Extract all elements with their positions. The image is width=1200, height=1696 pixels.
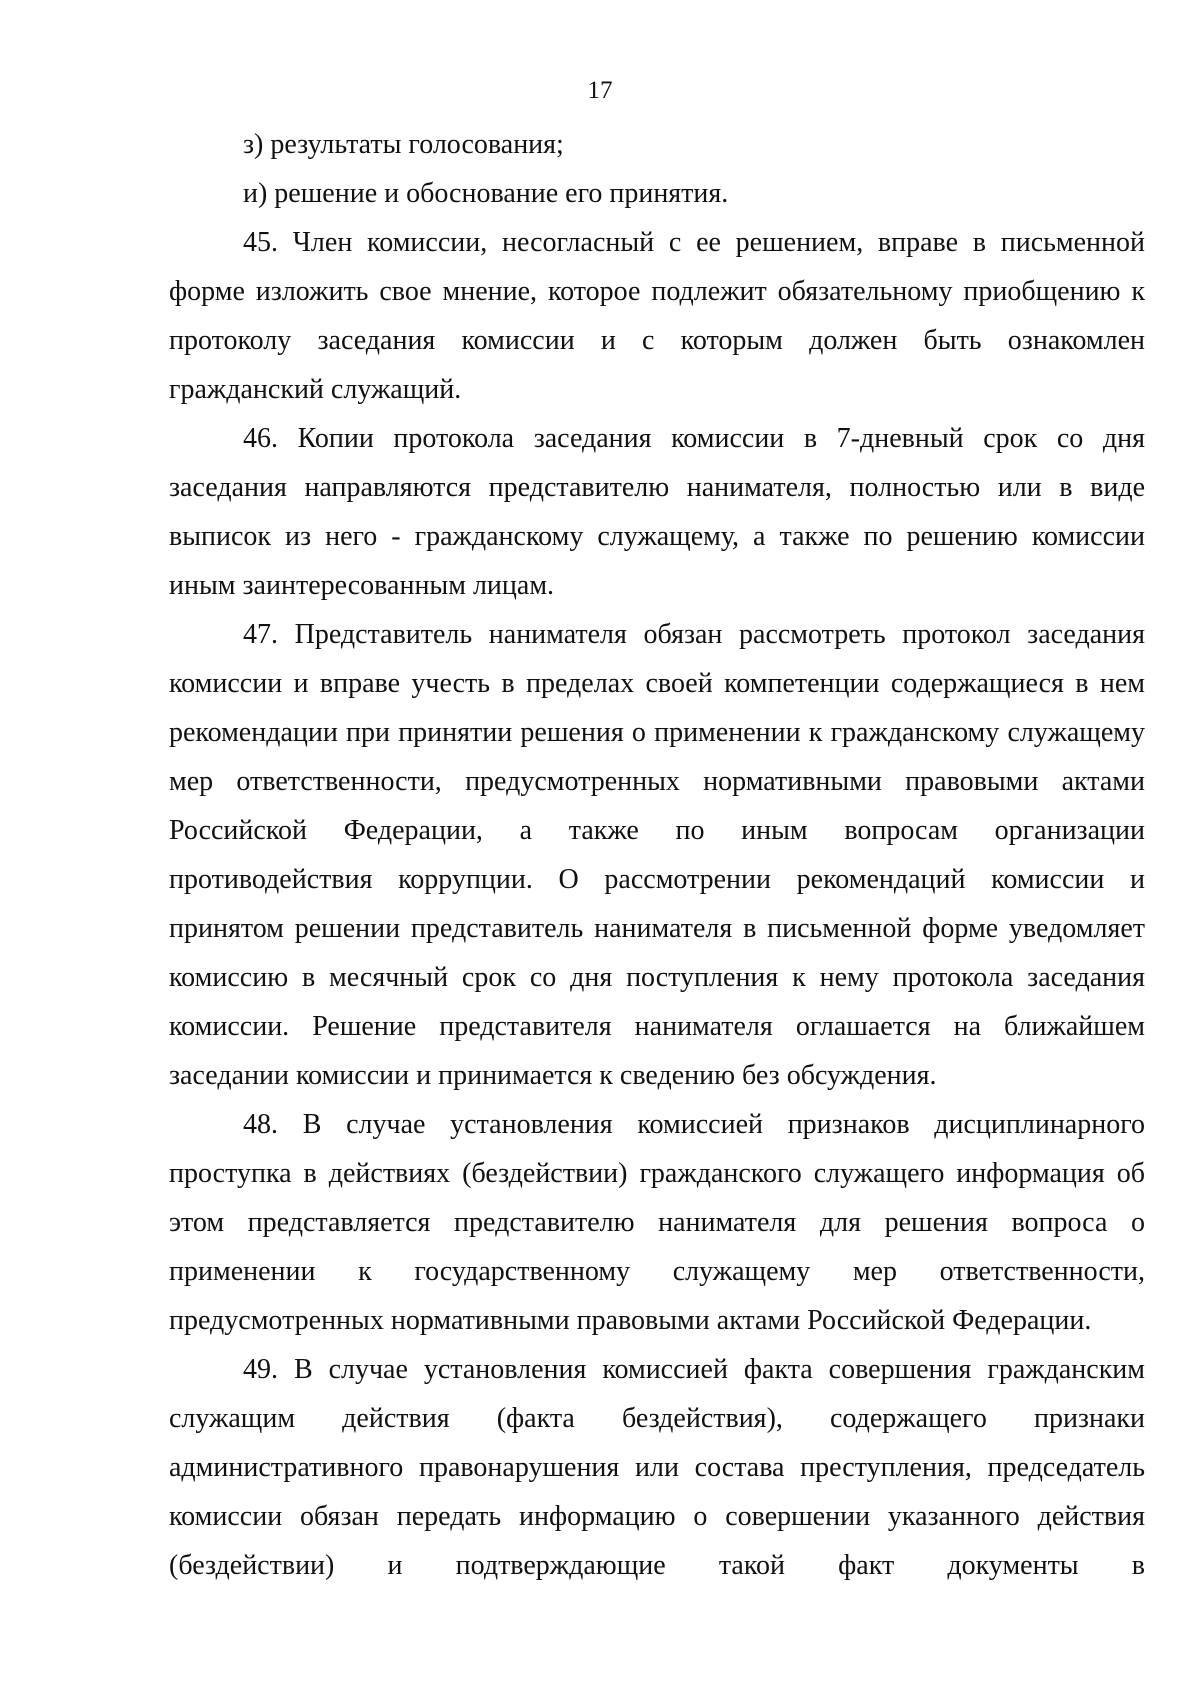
page-number: 17: [587, 77, 613, 104]
document-body: [169, 120, 1145, 1590]
list-item-z: з) результаты голосования;: [243, 129, 564, 160]
paragraph-45: 45. Член комиссии, несогласный с ее решением, вправе в письменной форме изложить свое мнение, которое подлежит обязательному приобщению к протоколу заседания комиссии и с которым должен быть ознакомлен гражданский служащий.: [169, 227, 1145, 405]
paragraph-49: 49. В случае установления комиссией факта совершения гражданским служащим действия (факта бездействия), содержащего признаки административного правонарушения или состава преступления, председатель комиссии обязан передать информацию о совершении указанного действия (бездействии) и подтверждающие такой факт документы в: [169, 1354, 1145, 1581]
paragraph-46: 46. Копии протокола заседания комиссии в 7-дневный срок со дня заседания направляются представителю нанимателя, полностью или в виде выписок из него - гражданскому служащему, а также по решению комиссии иным заинтересованным лицам.: [169, 423, 1145, 601]
paragraph-48: 48. В случае установления комиссией признаков дисциплинарного проступка в действиях (бездействии) гражданского служащего информация об этом представляется представителю нанимателя для решения вопроса о применении к государственному служащему мер ответственности, предусмотренных нормативными правовыми актами Российской Федерации.: [169, 1109, 1145, 1336]
paragraph-47: 47. Представитель нанимателя обязан рассмотреть протокол заседания комиссии и вправе учесть в пределах своей компетенции содержащиеся в нем рекомендации при принятии решения о применении к гражданскому служащему мер ответственности, предусмотренных нормативными правовыми актами Российской Федерации, а также по иным вопросам организации противодействия коррупции. О рассмотрении рекомендаций комиссии и принятом решении представитель нанимателя в письменной форме уведомляет комиссию в месячный срок со дня поступления к нему протокола заседания комиссии. Решение представителя нанимателя оглашается на ближайшем заседании комиссии и принимается к сведению без обсуждения.: [169, 619, 1145, 1091]
list-item-i: и) решение и обоснование его принятия.: [243, 178, 729, 209]
